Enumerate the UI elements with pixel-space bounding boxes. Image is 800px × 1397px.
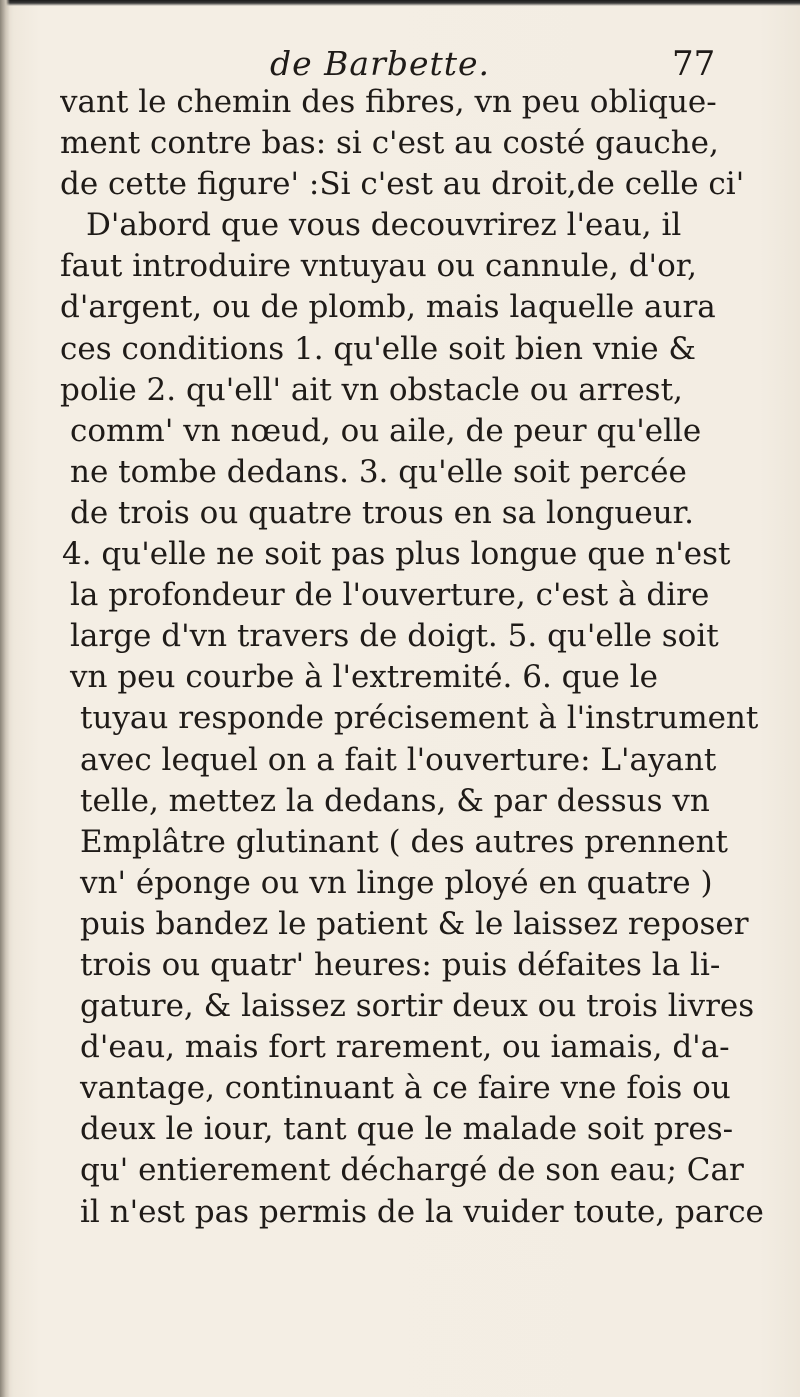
text-line: deux le iour, tant que le malade soit pres- [80,1111,734,1148]
text-line: la profondeur de l'ouverture, c'est à dire [70,577,710,614]
text-line: ment contre bas: si c'est au costé gauche, [60,125,719,162]
text-line: gature, & laissez sortir deux ou trois livres [80,988,755,1025]
page-top-edge [0,0,800,6]
text-line: comm' vn nœud, ou aile, de peur qu'elle [70,412,702,449]
text-line: ces conditions 1. qu'elle soit bien vnie & [60,330,697,367]
text-line: 4. qu'elle ne soit pas plus longue que n'est [62,536,731,573]
text-line: vantage, continuant à ce faire vne fois ou [80,1070,731,1107]
text-line: vn peu courbe à l'extremité. 6. que le [70,659,658,696]
text-line: de cette figure' :Si c'est au droit,de celle ci' [60,166,745,203]
text-line: vant le chemin des fibres, vn peu oblique- [60,84,717,120]
text-line: Emplâtre glutinant ( des autres prennent [80,823,729,860]
binding-gutter-shadow [0,0,10,1397]
text-line: trois ou quatr' heures: puis défaites la li- [80,946,721,983]
text-line: puis bandez le patient & le laissez reposer [80,905,749,942]
text-line: d'eau, mais fort rarement, ou iamais, d'a- [80,1029,730,1066]
text-line: avec lequel on a fait l'ouverture: L'ayant [80,741,717,778]
text-line: large d'vn travers de doigt. 5. qu'elle soit [70,618,719,655]
text-line: il n'est pas permis de la vuider toute, parce [80,1193,764,1230]
page-number: 77 [672,44,716,84]
text-line: tuyau responde précisement à l'instrument [80,700,759,737]
running-title: de Barbette. [270,44,491,83]
text-line: d'argent, ou de plomb, mais laquelle aura [60,289,716,326]
text-line: D'abord que vous decouvrirez l'eau, il [86,207,682,244]
text-line: polie 2. qu'ell' ait vn obstacle ou arrest, [60,371,683,408]
text-line: de trois ou quatre trous en sa longueur. [70,494,694,531]
body-text [60,82,775,1233]
text-line: faut introduire vntuyau ou cannule, d'or, [60,248,697,285]
text-line: ne tombe dedans. 3. qu'elle soit percée [70,453,687,490]
text-line: vn' éponge ou vn linge ployé en quatre ) [80,864,713,901]
text-line: qu' entierement déchargé de son eau; Car [80,1152,744,1189]
text-line: telle, mettez la dedans, & par dessus vn [80,782,710,819]
